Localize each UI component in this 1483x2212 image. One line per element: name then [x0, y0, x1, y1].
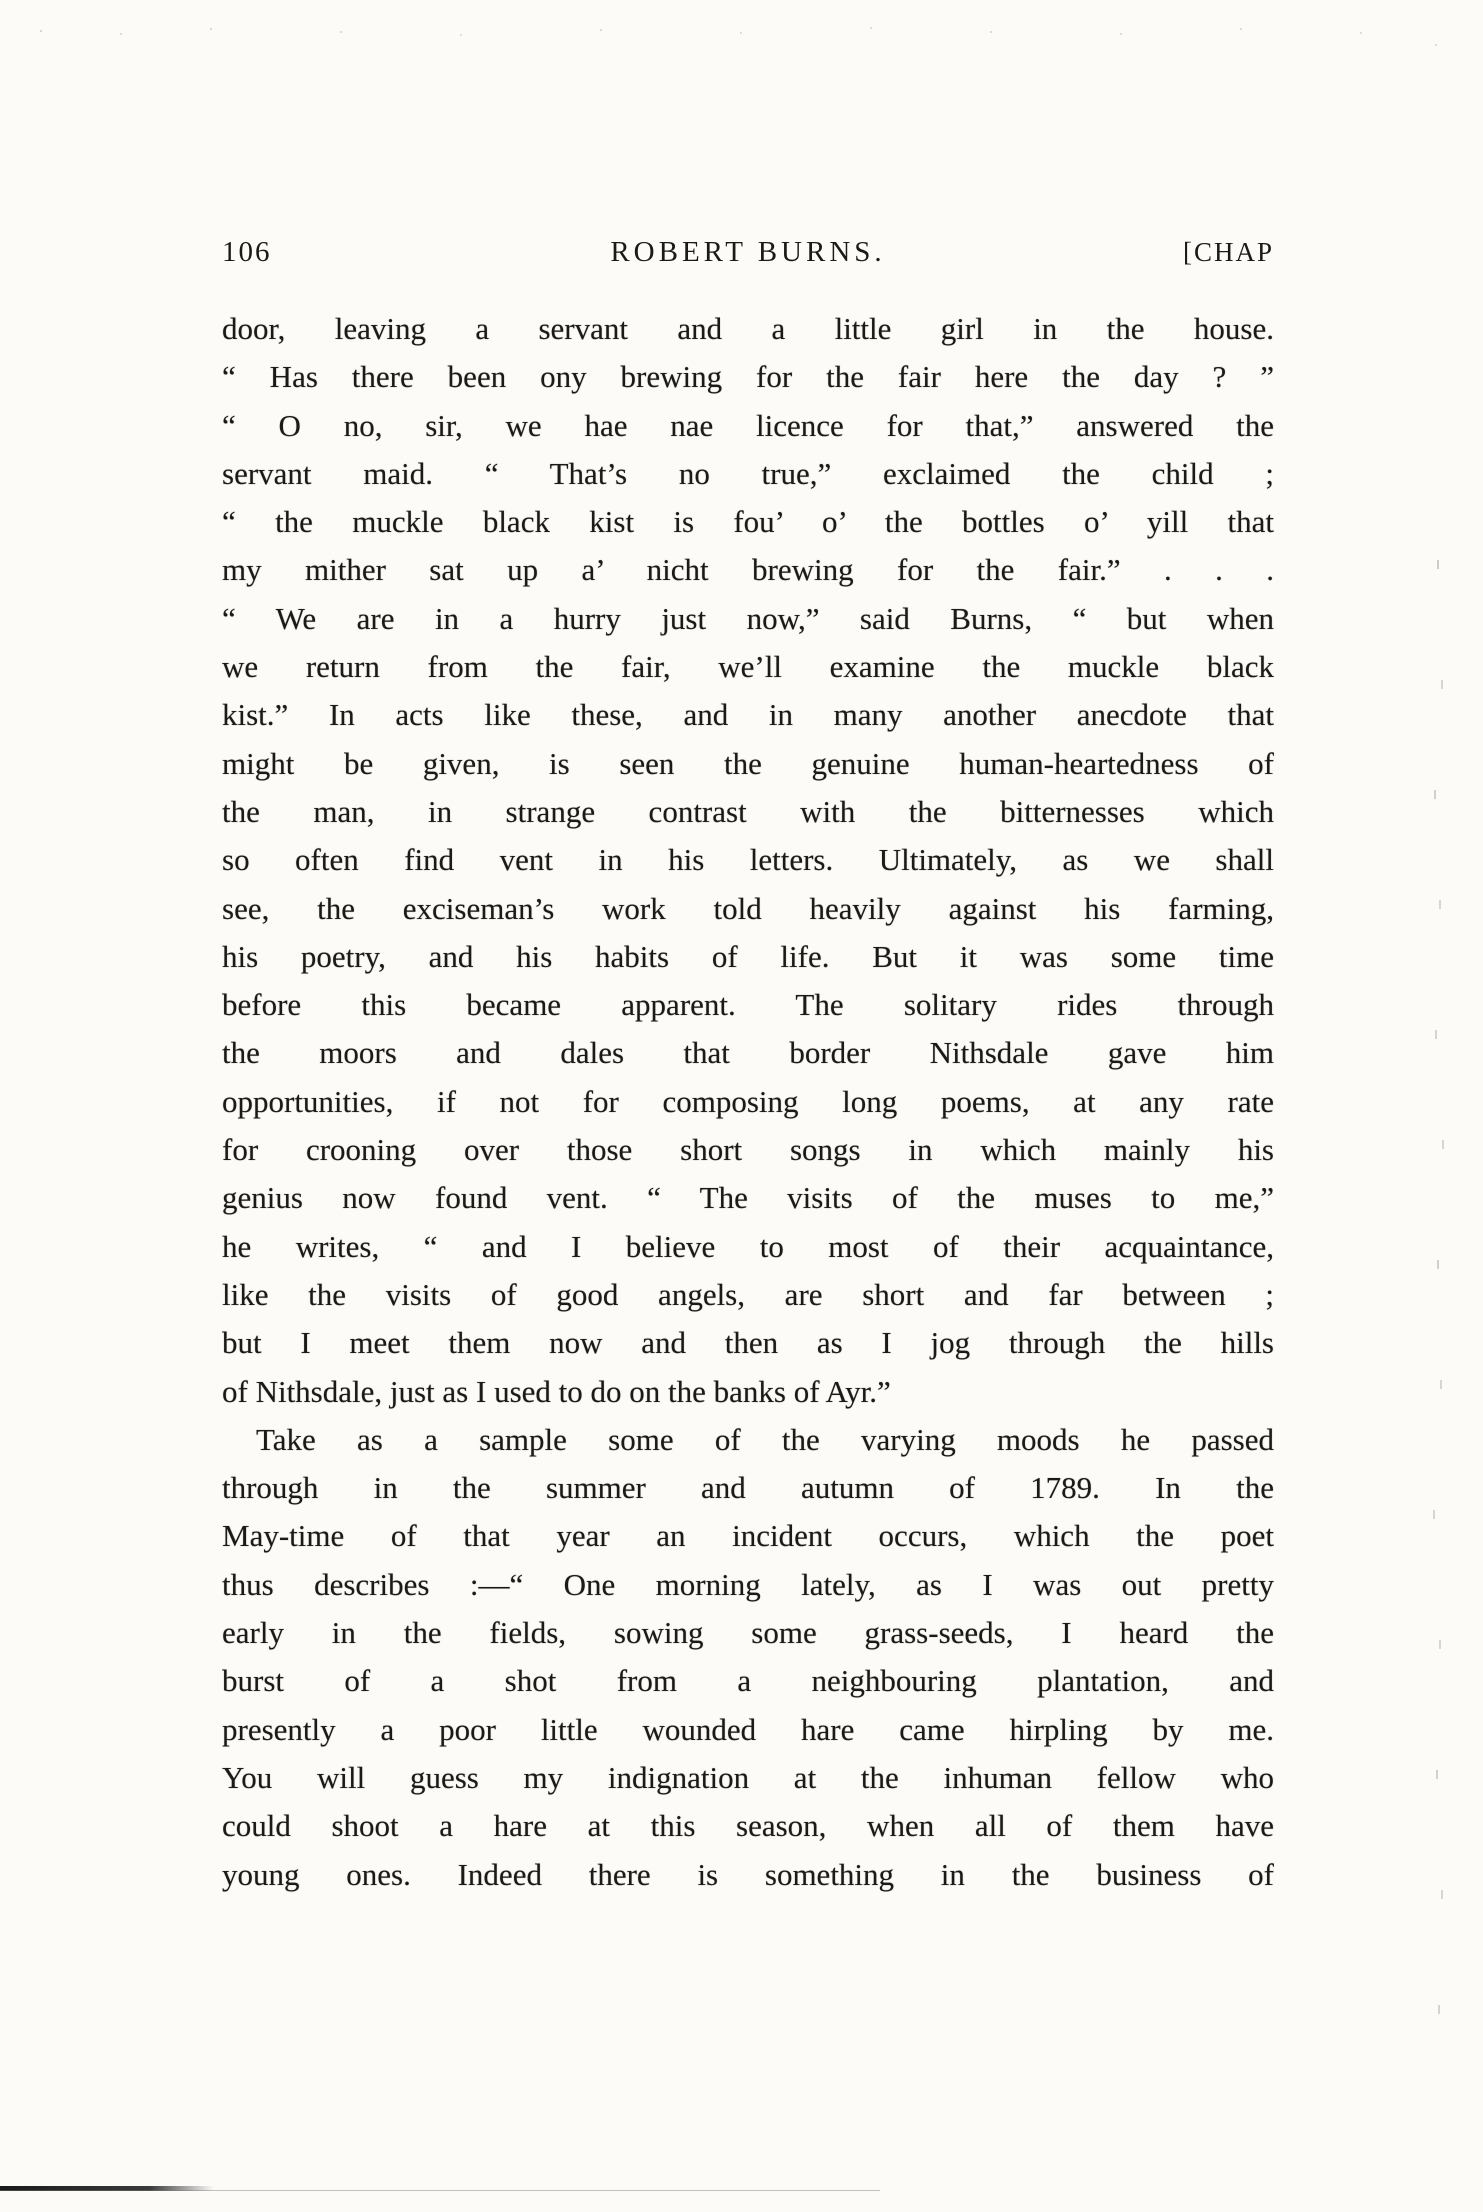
text-line-paragraph-end: of Nithsdale, just as I used to do on the banks of Ayr.”	[222, 1373, 891, 1409]
text-line: You will guess my indignation at the inhuman fellow who	[222, 1759, 1274, 1795]
text-line: his poetry, and his habits of life. But it was some time	[222, 938, 1274, 974]
text-line: May-time of that year an incident occurs, which the poet	[222, 1518, 1274, 1554]
scan-noise-top	[40, 30, 42, 32]
text-line: servant maid. “ That’s no true,” exclaimed the child ;	[222, 455, 1274, 491]
text-line: “ Has there been ony brewing for the fair here the day ? ”	[222, 359, 1274, 395]
text-line: “ We are in a hurry just now,” said Burns, “ but when	[222, 600, 1274, 636]
running-title: ROBERT BURNS.	[610, 236, 886, 268]
text-line: genius now found vent. “ The visits of the muses to me,”	[222, 1180, 1274, 1216]
text-line: through in the summer and autumn of 1789. In the	[222, 1470, 1274, 1506]
text-line: early in the fields, sowing some grass-seeds, I heard the	[222, 1615, 1274, 1651]
text-line: door, leaving a servant and a little girl in the house.	[222, 311, 1274, 346]
text-line: see, the exciseman’s work told heavily against his farming,	[222, 890, 1274, 926]
scan-noise-right-margin	[1437, 560, 1439, 569]
text-line: we return from the fair, we’ll examine the muckle black	[222, 649, 1274, 685]
chapter-mark: [CHAP	[1182, 237, 1274, 267]
text-line: he writes, “ and I believe to most of their acquaintance,	[222, 1228, 1274, 1264]
text-line-paragraph-start: Take as a sample some of the varying moods he passed	[256, 1421, 1274, 1457]
text-line: the man, in strange contrast with the bitternesses which	[222, 793, 1274, 829]
scan-streak-bottom-faint	[0, 2190, 880, 2191]
text-line: like the visits of good angels, are short and far between ;	[222, 1276, 1274, 1312]
text-line: burst of a shot from a neighbouring plantation, and	[222, 1663, 1274, 1699]
text-line: “ O no, sir, we hae nae licence for that,” answered the	[222, 407, 1274, 443]
text-line: kist.” In acts like these, and in many another anecdote that	[222, 697, 1274, 733]
text-line: “ the muckle black kist is fou’ o’ the bottles o’ yill that	[222, 504, 1274, 540]
page-number: 106	[222, 236, 272, 268]
text-line: might be given, is seen the genuine human-heartedness of	[222, 745, 1274, 781]
text-line: for crooning over those short songs in which mainly his	[222, 1132, 1274, 1168]
text-line: thus describes :—“ One morning lately, as I was out pretty	[222, 1566, 1274, 1602]
text-line: young ones. Indeed there is something in the business of	[222, 1856, 1274, 1892]
text-line: the moors and dales that border Nithsdale gave him	[222, 1035, 1274, 1071]
body-text	[222, 305, 1274, 1899]
text-line: opportunities, if not for composing long poems, at any rate	[222, 1083, 1274, 1119]
text-line: presently a poor little wounded hare came hirpling by me.	[222, 1711, 1274, 1747]
text-line: before this became apparent. The solitary rides through	[222, 987, 1274, 1023]
text-line: but I meet them now and then as I jog through the hills	[222, 1325, 1274, 1361]
text-line: could shoot a hare at this season, when all of them have	[222, 1808, 1274, 1844]
running-header	[222, 236, 1274, 269]
text-line: my mither sat up a’ nicht brewing for the fair.” . . .	[222, 552, 1274, 588]
text-line: so often find vent in his letters. Ultimately, as we shall	[222, 842, 1274, 878]
